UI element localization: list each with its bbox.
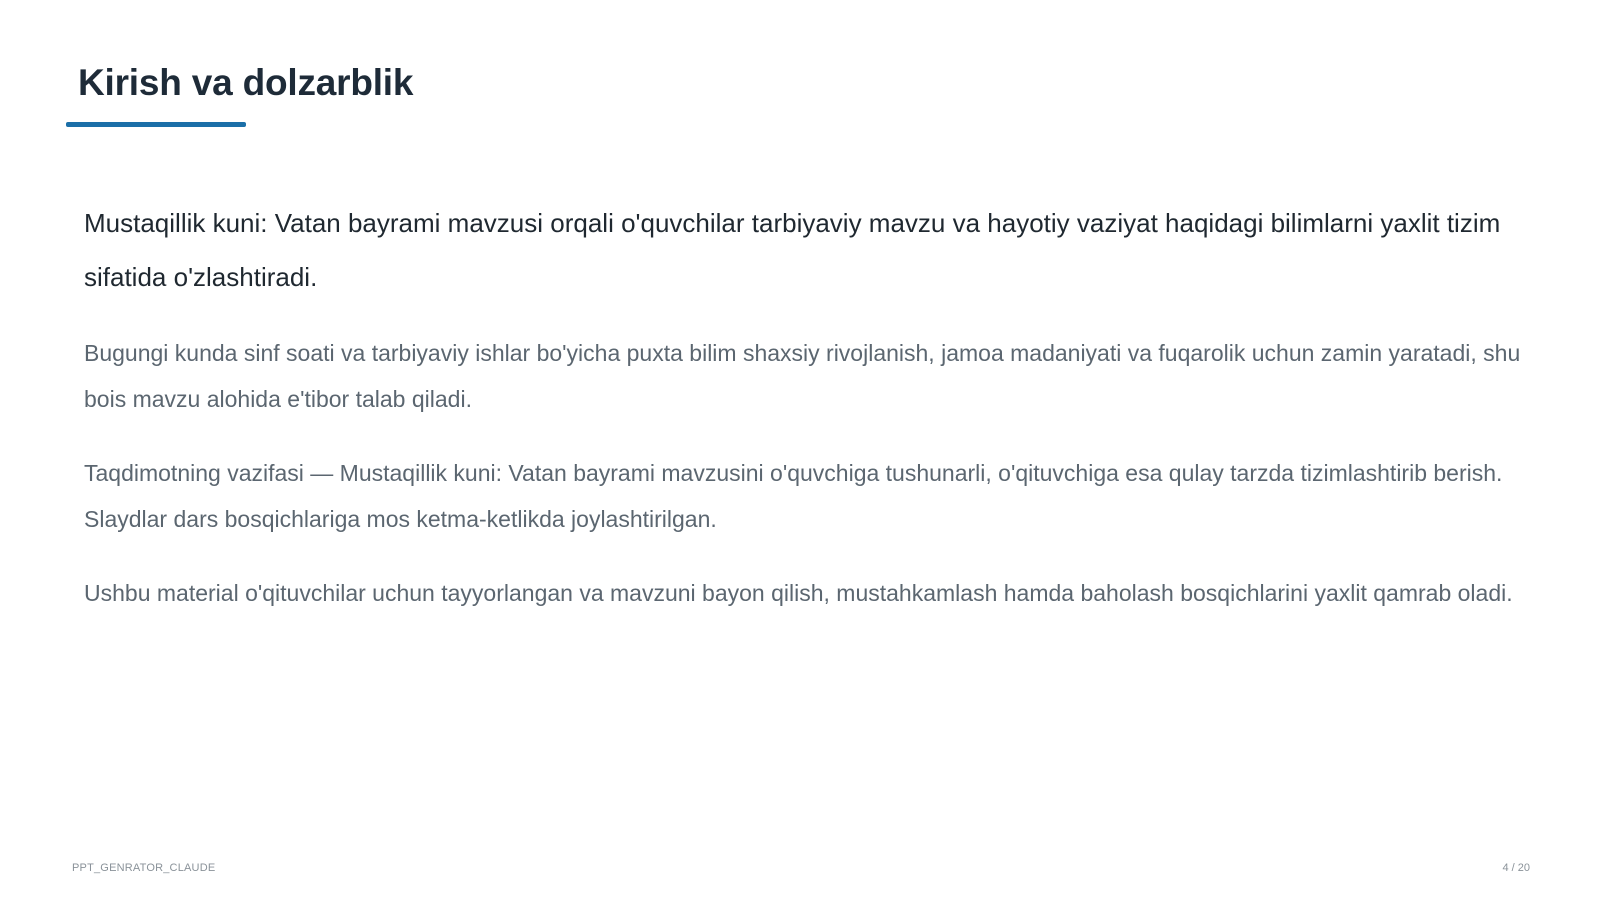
body-paragraph-3: Ushbu material o'qituvchilar uchun tayyorlangan va mavzuni bayon qilish, mustahkamlash hamda baholash bosqichlarini yaxlit qamrab oladi. [84,580,1513,606]
body-paragraph-2: Taqdimotning vazifasi — Mustaqillik kuni: Vatan bayrami mavzusini o'quvchiga tushunarli, o'qituvchiga esa qulay tarzda tizimlashtirib berish. Slaydlar dars bosqichlariga mos ketma-ketlikda joylashtirilgan. [84,460,1503,532]
slide-title: Kirish va dolzarblik [78,62,414,103]
footer-source-label: PPT_GENRATOR_CLAUDE [72,862,216,874]
title-underline [66,122,246,127]
lead-paragraph: Mustaqillik kuni: Vatan bayrami mavzusi orqali o'quvchilar tarbiyaviy mavzu va hayotiy vaziyat haqidagi bilimlarni yaxlit tizim sifatida o'zlashtiradi. [84,208,1501,292]
page-number: 4 / 20 [1502,862,1530,874]
body-paragraph-1: Bugungi kunda sinf soati va tarbiyaviy ishlar bo'yicha puxta bilim shaxsiy rivojlanish, jamoa madaniyati va fuqarolik uchun zamin yaratadi, shu bois mavzu alohida e'tibor talab qiladi. [84,340,1521,412]
